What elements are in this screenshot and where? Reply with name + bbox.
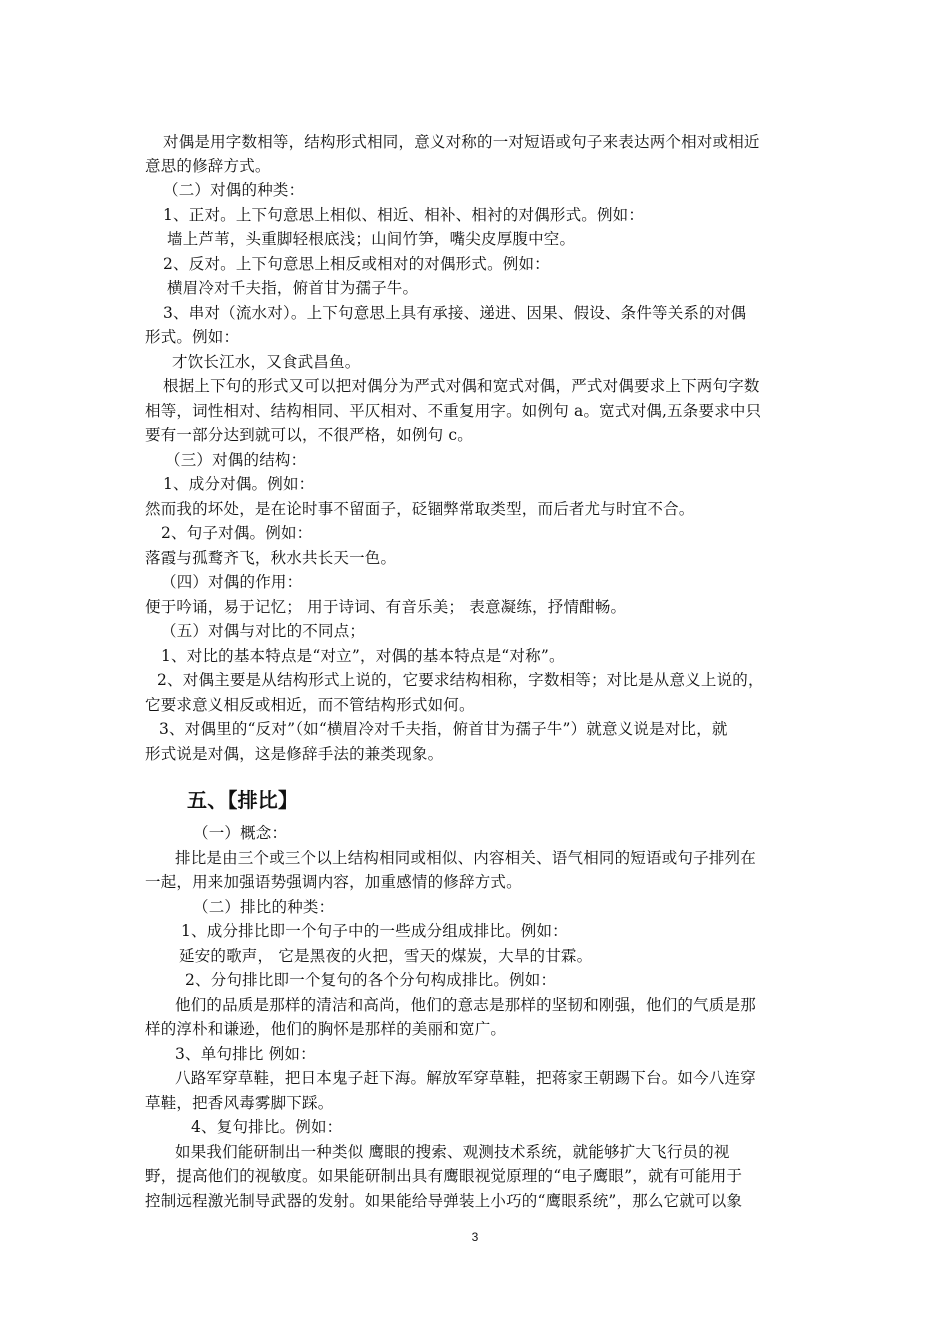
text-line: 1、正对。上下句意思上相似、相近、相补、相衬的对偶形式。例如： xyxy=(163,206,645,224)
text-line: 落霞与孤鹜齐飞，秋水共长天一色。 xyxy=(145,549,397,567)
text-line: 意思的修辞方式。 xyxy=(145,157,271,175)
page-number: 3 xyxy=(471,1230,479,1244)
text-line: 便于吟诵，易于记忆； 用于诗词、有音乐美； 表意凝练，抒情酣畅。 xyxy=(145,598,627,616)
text-line: 样的淳朴和谦逊，他们的胸怀是那样的美丽和宽广。 xyxy=(145,1020,507,1038)
text-line: 形式说是对偶，这是修辞手法的兼类现象。 xyxy=(145,745,444,763)
text-line: 2、反对。上下句意思上相反或相对的对偶形式。例如： xyxy=(163,255,550,273)
text-line: 然而我的坏处，是在论时事不留面子，砭锢弊常取类型，而后者尤与时宜不合。 xyxy=(145,500,695,518)
text-line: 野，提高他们的视敏度。如果能研制出具有鹰眼视觉原理的“电子鹰眼”，就有可能用于 xyxy=(145,1167,743,1185)
text-line: （四）对偶的作用： xyxy=(161,573,303,591)
text-line: 2、分句排比即一个复句的各个分句构成排比。例如： xyxy=(185,971,557,989)
text-line: 才饮长江水，又食武昌鱼。 xyxy=(172,353,361,371)
text-line: 他们的品质是那样的清洁和高尚，他们的意志是那样的坚韧和刚强，他们的气质是那 xyxy=(175,996,756,1014)
text-line: 草鞋，把香风毒雾脚下踩。 xyxy=(145,1094,334,1112)
text-line: 八路军穿草鞋，把日本鬼子赶下海。解放军穿草鞋，把蒋家王朝踢下台。如今八连穿 xyxy=(175,1069,756,1087)
text-line: 控制远程激光制导武器的发射。如果能给导弹装上小巧的“鹰眼系统”，那么它就可以象 xyxy=(145,1192,743,1210)
text-line: 3、对偶里的“反对”（如“横眉冷对千夫指，俯首甘为孺子牛”）就意义说是对比，就 xyxy=(159,720,728,738)
text-line: 墙上芦苇，头重脚轻根底浅；山间竹笋，嘴尖皮厚腹中空。 xyxy=(167,230,576,248)
text-line: 相等，词性相对、结构相同、平仄相对、不重复用字。如例句 a。宽式对偶,五条要求中只 xyxy=(145,402,762,420)
section-heading: 五、【排比】 xyxy=(187,788,299,812)
text-line: 1、成分排比即一个句子中的一些成分组成排比。例如： xyxy=(181,922,568,940)
text-line: （一）概念： xyxy=(193,824,288,842)
text-line: （二）排比的种类： xyxy=(193,898,335,916)
text-line: 形式。例如： xyxy=(145,328,240,346)
text-line: 一起，用来加强语势强调内容，加重感情的修辞方式。 xyxy=(145,873,522,891)
text-line: 要有一部分达到就可以，不很严格，如例句 c。 xyxy=(145,426,474,444)
text-line: （五）对偶与对比的不同点； xyxy=(161,622,366,640)
text-line: 根据上下句的形式又可以把对偶分为严式对偶和宽式对偶，严式对偶要求上下两句字数 xyxy=(163,377,760,395)
text-line: 它要求意义相反或相近，而不管结构形式如何。 xyxy=(145,696,475,714)
text-line: 3、串对（流水对）。上下句意思上具有承接、递进、因果、假设、条件等关系的对偶 xyxy=(163,304,747,322)
text-line: 1、对比的基本特点是“对立”，对偶的基本特点是“对称”。 xyxy=(161,647,565,665)
text-line: 横眉冷对千夫指，俯首甘为孺子牛。 xyxy=(167,279,419,297)
text-line: 4、复句排比。例如： xyxy=(191,1118,343,1136)
text-line: 3、单句排比 例如： xyxy=(175,1045,316,1063)
text-line: 延安的歌声， 它是黑夜的火把，雪天的煤炭，大旱的甘霖。 xyxy=(179,947,593,965)
text-line: （二）对偶的种类： xyxy=(163,181,305,199)
text-line: 对偶是用字数相等，结构形式相同，意义对称的一对短语或句子来表达两个相对或相近 xyxy=(163,133,760,151)
text-line: （三）对偶的结构： xyxy=(165,451,307,469)
text-line: 1、成分对偶。例如： xyxy=(163,475,315,493)
text-line: 如果我们能研制出一种类似 鹰眼的搜索、观测技术系统，就能够扩大飞行员的视 xyxy=(175,1143,730,1161)
text-line: 2、对偶主要是从结构形式上说的，它要求结构相称，字数相等；对比是从意义上说的， xyxy=(157,671,764,689)
text-line: 2、句子对偶。例如： xyxy=(161,524,313,542)
text-line: 排比是由三个或三个以上结构相同或相似、内容相关、语气相同的短语或句子排列在 xyxy=(175,849,756,867)
